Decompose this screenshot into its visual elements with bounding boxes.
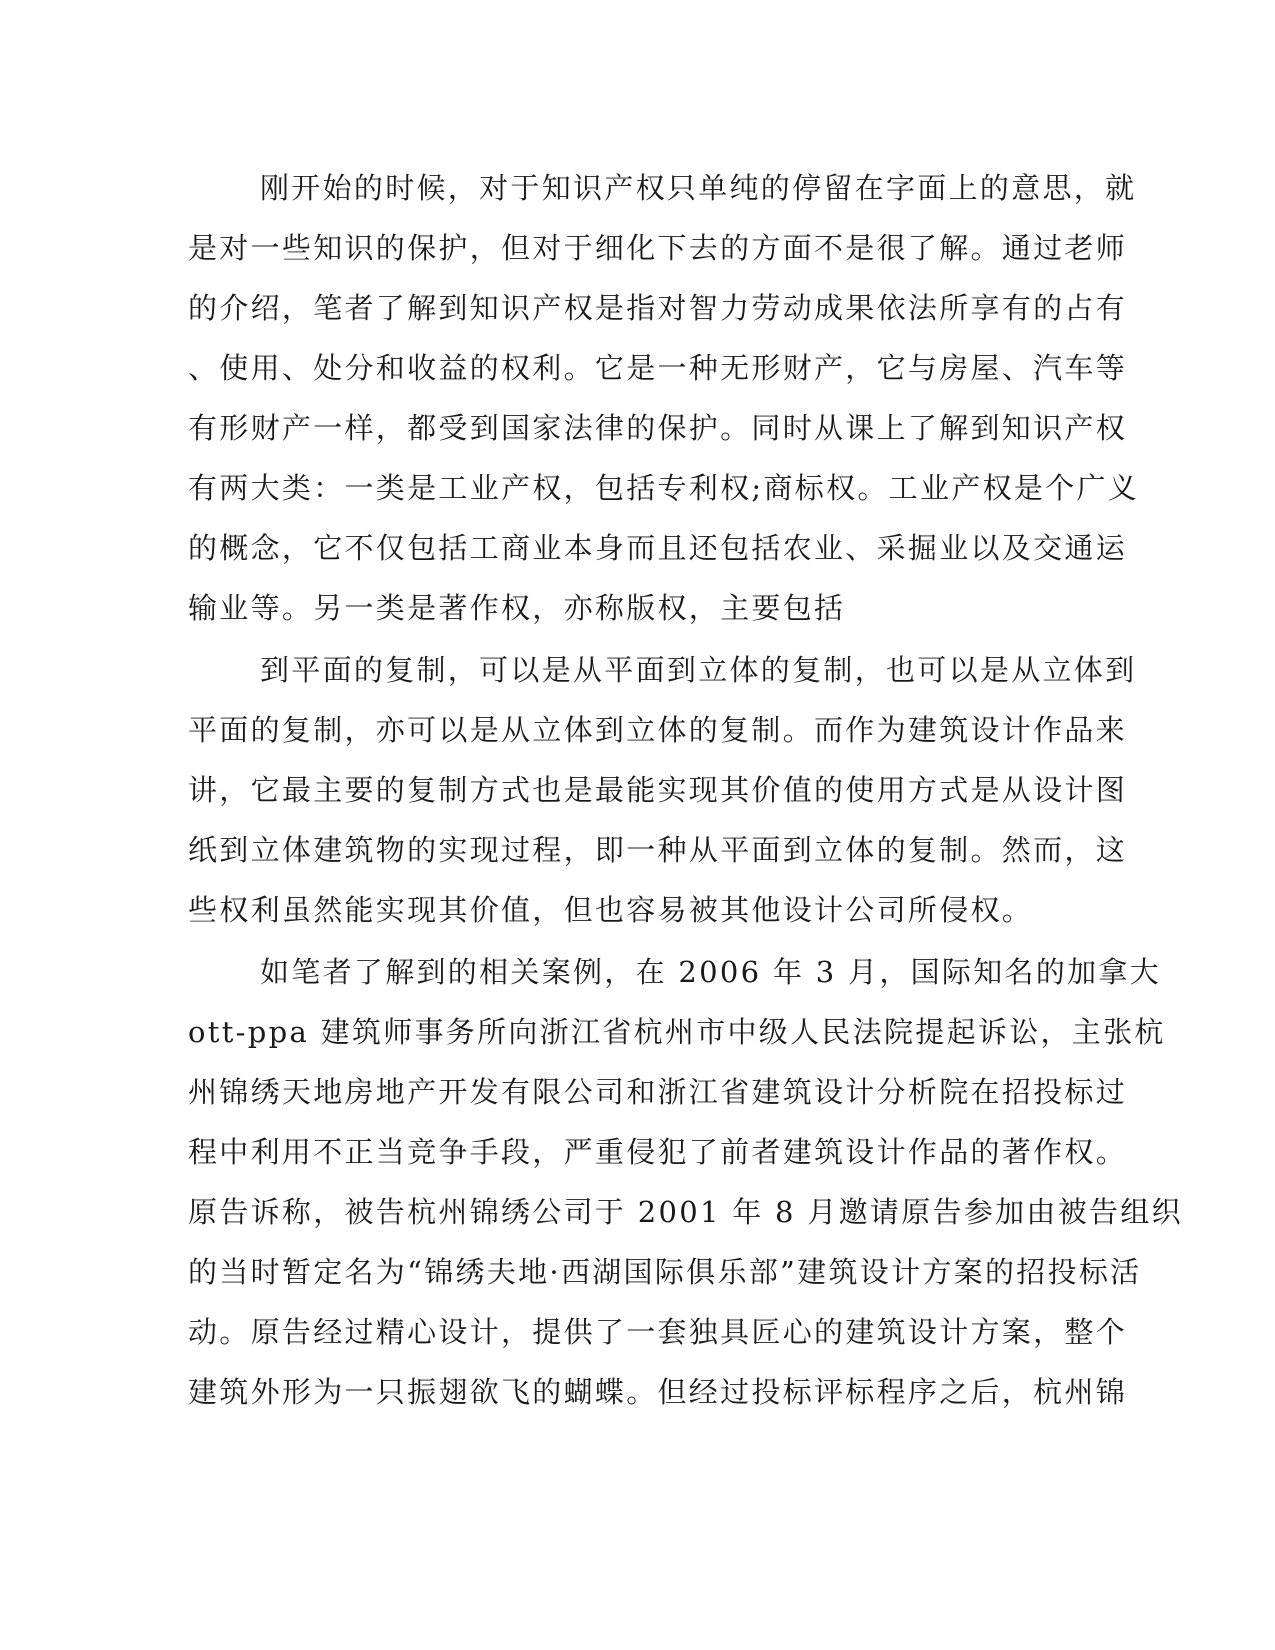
text-line: 些权利虽然能实现其价值，但也容易被其他设计公司所侵权。 — [188, 893, 1034, 927]
text-line: 到平面的复制，可以是从平面到立体的复制，也可以是从立体到 — [260, 653, 1137, 687]
text-line: 输业等。另一类是著作权，亦称版权，主要包括 — [188, 591, 846, 625]
paragraph-3 — [188, 942, 1183, 1422]
text-line: 动。原告经过精心设计，提供了一套独具匠心的建筑设计方案，整个 — [188, 1315, 1128, 1349]
text-line: 有两大类：一类是工业产权，包括专利权;商标权。工业产权是个广义 — [188, 471, 1140, 505]
text-line: 、使用、处分和收益的权利。它是一种无形财产，它与房屋、汽车等 — [188, 351, 1128, 385]
paragraph-2 — [188, 640, 1137, 940]
text-line: 州锦绣天地房地产开发有限公司和浙江省建筑设计分析院在招投标过 — [188, 1075, 1128, 1109]
text-line: 如笔者了解到的相关案例，在 2006 年 3 月，国际知名的加拿大 — [260, 955, 1162, 989]
text-line: 的概念，它不仅包括工商业本身而且还包括农业、采掘业以及交通运 — [188, 531, 1128, 565]
text-line: 的当时暂定名为“锦绣夫地·西湖国际俱乐部”建筑设计方案的招投标活 — [188, 1255, 1142, 1289]
paragraph-1 — [188, 158, 1140, 638]
text-line: 刚开始的时候，对于知识产权只单纯的停留在字面上的意思，就 — [260, 171, 1137, 205]
text-line: 是对一些知识的保护，但对于细化下去的方面不是很了解。通过老师 — [188, 231, 1128, 265]
text-line: ott-ppa 建筑师事务所向浙江省杭州市中级人民法院提起诉讼，主张杭 — [188, 1015, 1166, 1049]
text-line: 程中利用不正当竞争手段，严重侵犯了前者建筑设计作品的著作权。 — [188, 1135, 1128, 1169]
text-line: 原告诉称，被告杭州锦绣公司于 2001 年 8 月邀请原告参加由被告组织 — [188, 1195, 1183, 1229]
text-line: 有形财产一样，都受到国家法律的保护。同时从课上了解到知识产权 — [188, 411, 1128, 445]
text-line: 的介绍，笔者了解到知识产权是指对智力劳动成果依法所享有的占有 — [188, 291, 1128, 325]
text-line: 纸到立体建筑物的实现过程，即一种从平面到立体的复制。然而，这 — [188, 833, 1128, 867]
text-line: 讲，它最主要的复制方式也是最能实现其价值的使用方式是从设计图 — [188, 773, 1128, 807]
text-line: 平面的复制，亦可以是从立体到立体的复制。而作为建筑设计作品来 — [188, 713, 1128, 747]
text-line: 建筑外形为一只振翅欲飞的蝴蝶。但经过投标评标程序之后，杭州锦 — [188, 1375, 1128, 1409]
body-text — [188, 158, 1183, 1422]
